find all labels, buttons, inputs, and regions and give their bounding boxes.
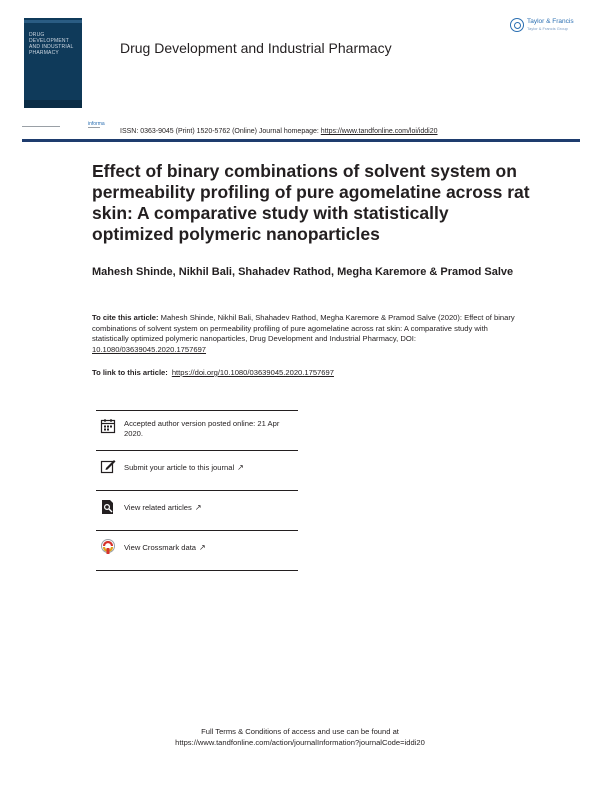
submit-article-label: Submit your article to this journal: [124, 463, 235, 472]
publisher-logo-text: Taylor & Francis: [527, 18, 574, 25]
document-search-icon: [100, 499, 116, 515]
panel-divider: [96, 570, 298, 571]
cover-title-line: DRUG DEVELOPMENT: [29, 32, 69, 44]
panel-divider: [96, 410, 298, 411]
crossmark-label: View Crossmark data: [124, 543, 197, 552]
journal-cover-image: [24, 18, 82, 108]
journal-homepage-link[interactable]: https://www.tandfonline.com/loi/iddi20: [320, 128, 438, 135]
small-logo: [22, 125, 60, 128]
article-title: Effect of binary combinations of solvent system on permeability profiling of pure agomelatine across rat skin: A comparative study with statistically optimized polymeric nanoparticles: [92, 161, 530, 244]
external-link-icon: ↗: [237, 463, 244, 472]
cover-band: [24, 20, 82, 23]
cover-title: [29, 32, 79, 56]
cover-title-line: AND INDUSTRIAL: [29, 44, 74, 50]
footer-terms-link[interactable]: https://www.tandfonline.com/action/journalInformation?journalCode=iddi20: [175, 738, 425, 747]
submit-article-row[interactable]: [96, 452, 298, 488]
external-link-icon: ↗: [194, 503, 202, 512]
cover-title-line: PHARMACY: [29, 50, 59, 56]
crossmark-row[interactable]: [96, 532, 298, 568]
related-articles-label: View related articles: [124, 503, 192, 512]
citation-doi-link[interactable]: 10.1080/03639045.2020.1757697: [92, 344, 207, 354]
cover-footer-band: [24, 100, 82, 108]
submit-article-link[interactable]: [124, 463, 244, 473]
publisher-logo-icon: [510, 18, 524, 32]
panel-divider: [96, 490, 298, 491]
citation-label: To cite this article:: [92, 313, 159, 322]
article-doi-link[interactable]: https://doi.org/10.1080/03639045.2020.1757697: [171, 368, 334, 377]
informa-logo: informa: [88, 121, 105, 127]
crossmark-icon: [100, 539, 116, 555]
article-link-line: [92, 368, 334, 377]
informa-underline: [88, 127, 100, 128]
panel-divider: [96, 450, 298, 451]
crossmark-link[interactable]: [124, 543, 206, 553]
issn-line: [120, 128, 438, 135]
edit-icon: [100, 458, 116, 474]
related-articles-row[interactable]: [96, 492, 298, 528]
accepted-row: [96, 412, 298, 448]
journal-title[interactable]: Drug Development and Industrial Pharmacy: [120, 40, 392, 56]
citation-text: Mahesh Shinde, Nikhil Bali, Shahadev Rathod, Megha Karemore & Pramod Salve (2020): Effect of binary combinations of solvent system on permeability profiling of pure agomelatine across rat skin: A comparative study with statistically optimized polymeric nanoparticles, Drug Development and Industrial Pharmacy, DOI:: [92, 313, 515, 344]
calendar-icon: [100, 418, 116, 434]
citation-block: [92, 313, 522, 355]
footer: [100, 726, 500, 748]
accepted-text: Accepted author version posted online: 21 Apr 2020.: [124, 419, 280, 438]
publisher-logo[interactable]: [510, 16, 584, 36]
article-authors: Mahesh Shinde, Nikhil Bali, Shahadev Rathod, Megha Karemore & Pramod Salve: [92, 266, 514, 278]
article-link-label: To link to this article:: [92, 368, 168, 377]
header-divider: [22, 139, 580, 142]
panel-divider: [96, 530, 298, 531]
external-link-icon: ↗: [199, 543, 206, 552]
footer-terms-text: Full Terms & Conditions of access and use can be found at: [201, 727, 399, 736]
issn-text: ISSN: 0363-9045 (Print) 1520-5762 (Online) Journal homepage:: [120, 128, 321, 135]
publisher-logo-subtext: Taylor & Francis Group: [527, 26, 568, 31]
related-articles-link[interactable]: [124, 503, 202, 513]
